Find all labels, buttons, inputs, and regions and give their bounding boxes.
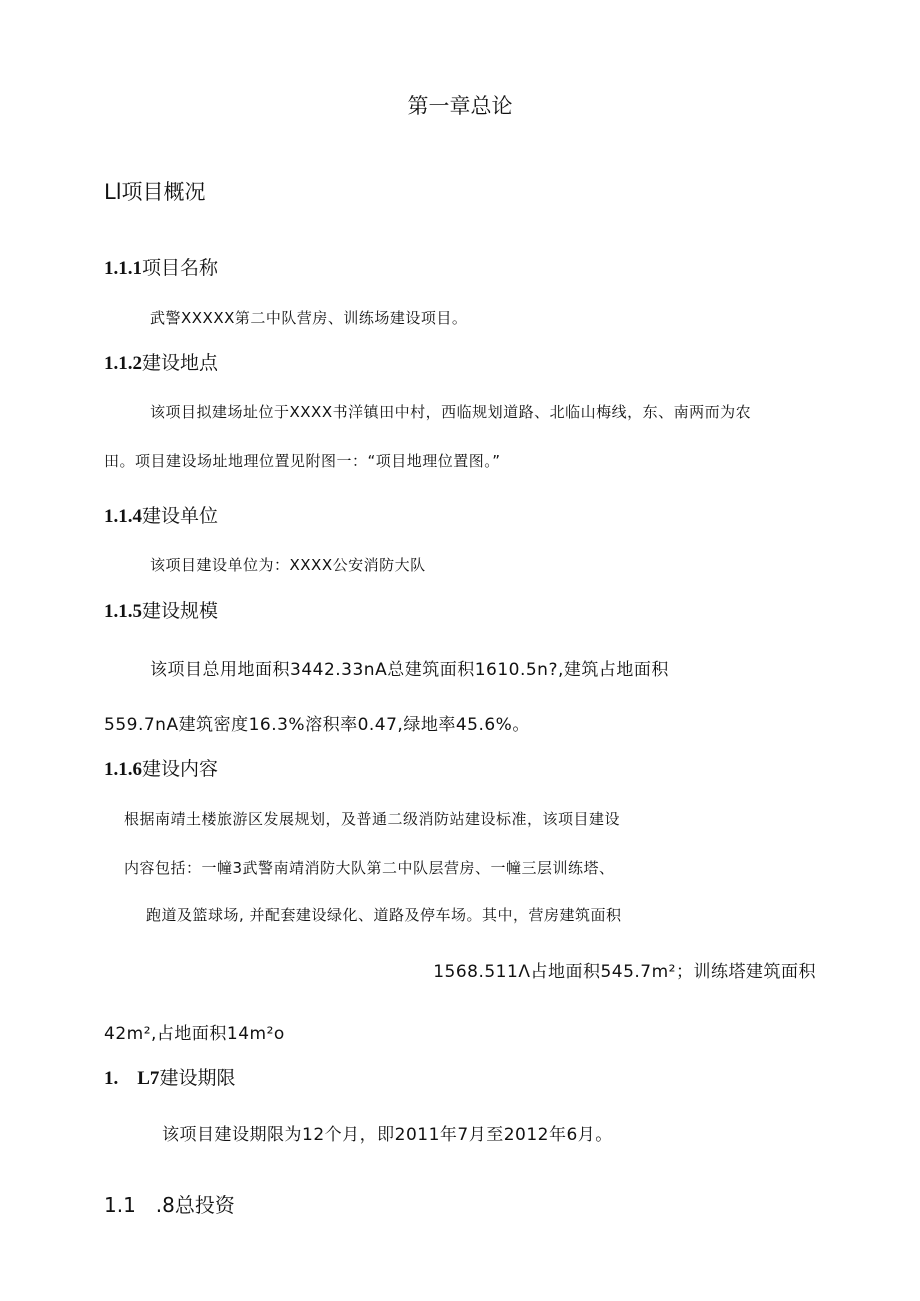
heading-scale <box>104 600 218 624</box>
paragraph-location-line2: 田。项目建设场址地理位置见附图一：“项目地理位置图。” <box>104 452 501 470</box>
heading-text: 建设地点 <box>142 352 219 374</box>
paragraph-scale-line1: 该项目总用地面积3442.33nA总建筑面积1610.5n?,建筑占地面积 <box>150 660 669 680</box>
heading-number: 1.1.2 <box>104 353 142 374</box>
paragraph-content-line1: 根据南靖土楼旅游区发展规划，及普通二级消防站建设标准，该项目建设 <box>124 810 621 828</box>
paragraph-content-line4: 1568.511Λ占地面积545.7m²；训练塔建筑面积 <box>433 962 816 982</box>
heading-number: 1.1.6 <box>104 759 142 780</box>
paragraph-content-line5: 42m²,占地面积14m²o <box>104 1024 285 1044</box>
heading-text: 建设规模 <box>142 600 219 622</box>
section-title-overview: Ll项目概况 <box>104 180 206 204</box>
heading-text: 项目名称 <box>142 257 219 279</box>
paragraph-content-line2: 内容包括：一幢3武警南靖消防大队第二中队层营房、一幢三层训练塔、 <box>124 859 615 877</box>
heading-period <box>104 1067 235 1091</box>
paragraph-scale-line2: 559.7nA建筑密度16.3%溶积率0.47,绿地率45.6%。 <box>104 715 530 735</box>
paragraph-unit: 该项目建设单位为：XXXX公安消防大队 <box>150 556 426 574</box>
heading-investment <box>104 1193 235 1217</box>
heading-number: 1.1.4 <box>104 506 142 527</box>
heading-project-name <box>104 257 218 281</box>
heading-content <box>104 758 218 782</box>
paragraph-project-name: 武警XXXXX第二中队营房、训练场建设项目。 <box>150 309 468 327</box>
heading-number: 1. L7 <box>104 1068 160 1089</box>
paragraph-content-line3: 跑道及篮球场, 并配套建设绿化、道路及停车场。其中，营房建筑面积 <box>146 906 622 924</box>
heading-location <box>104 352 218 376</box>
paragraph-period: 该项目建设期限为12个月，即2011年7月至2012年6月。 <box>162 1125 613 1145</box>
paragraph-location-line1: 该项目拟建场址位于XXXX书洋镇田中村，西临规划道路、北临山梅线，东、南两而为农 <box>150 403 752 421</box>
heading-number: 1.1.1 <box>104 258 142 279</box>
heading-number: 1.1 .8 <box>104 1193 175 1217</box>
heading-text: 总投资 <box>174 1193 235 1217</box>
heading-text: 建设单位 <box>142 505 219 527</box>
heading-text: 建设内容 <box>142 758 219 780</box>
heading-text: 建设期限 <box>159 1067 236 1089</box>
heading-unit <box>104 505 218 529</box>
chapter-title: 第一章总论 <box>407 94 513 118</box>
heading-number: 1.1.5 <box>104 601 142 622</box>
